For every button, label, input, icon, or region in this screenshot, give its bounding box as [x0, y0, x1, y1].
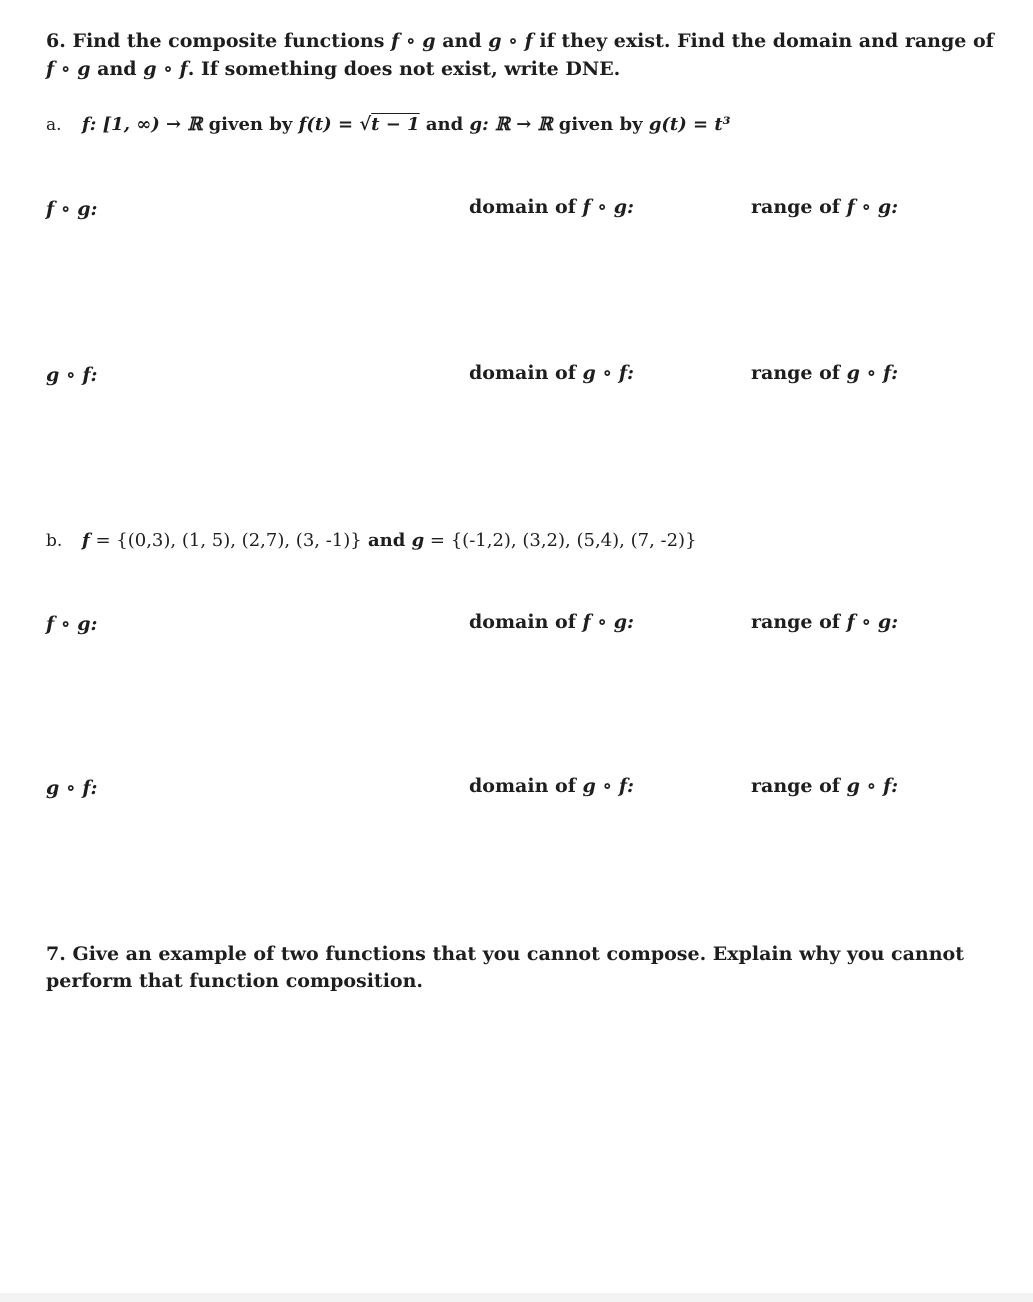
question-6-line-2: f ∘ g and g ∘ f. If something does not exist, write DNE.: [46, 58, 621, 80]
part-a-gof-domain-label: domain of g ∘ f:: [469, 362, 635, 384]
question-6-line-1: 6. Find the composite functions f ∘ g and g ∘ f if they exist. Find the domain and range of: [46, 30, 994, 52]
part-b-gof-label: g ∘ f:: [46, 777, 98, 799]
part-a-fog-label: f ∘ g:: [46, 198, 98, 220]
part-b-fog-range-label: range of f ∘ g:: [751, 611, 899, 633]
part-b-gof-domain-label: domain of g ∘ f:: [469, 775, 635, 797]
question-7-number: 7.: [46, 943, 66, 965]
part-a-fog-domain-label: domain of f ∘ g:: [469, 196, 635, 218]
part-b-fog-domain-label: domain of f ∘ g:: [469, 611, 635, 633]
part-a-gof-range-label: range of g ∘ f:: [751, 362, 899, 384]
part-a-statement: a. f: [1, ∞) → ℝ given by f(t) = √t − 1 and g: ℝ → ℝ given by g(t) = t³: [46, 114, 731, 135]
part-b-gof-range-label: range of g ∘ f:: [751, 775, 899, 797]
question-7-line-1: 7. Give an example of two functions that you cannot compose. Explain why you cannot: [46, 943, 964, 965]
part-a-fog-range-label: range of f ∘ g:: [751, 196, 899, 218]
page-bottom-edge: [0, 1293, 1033, 1302]
question-6-number: 6.: [46, 30, 66, 52]
part-a-gof-label: g ∘ f:: [46, 364, 98, 386]
part-a-letter: a.: [46, 115, 62, 135]
part-b-fog-label: f ∘ g:: [46, 613, 98, 635]
part-b-statement: b. f = {(0,3), (1, 5), (2,7), (3, -1)} and g = {(-1,2), (3,2), (5,4), (7, -2)}: [46, 530, 697, 551]
part-b-letter: b.: [46, 531, 63, 551]
question-7-line-2: perform that function composition.: [46, 970, 424, 992]
